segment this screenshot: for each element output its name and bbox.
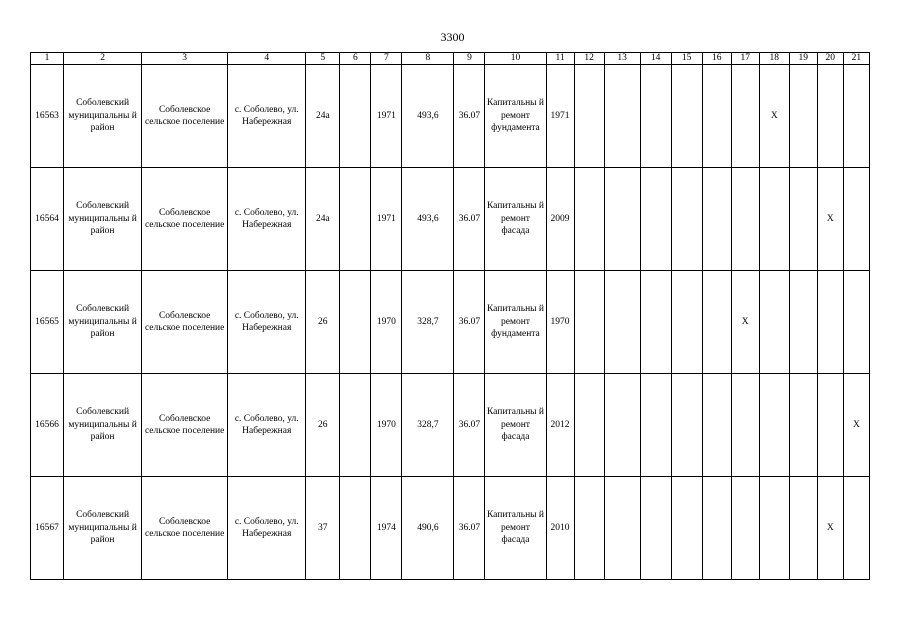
- column-6-cell: [340, 374, 371, 477]
- column-header: 1: [31, 53, 64, 65]
- year-repair-cell: [546, 374, 574, 477]
- cell-value: Капитальны й ремонт фасада: [486, 510, 544, 546]
- cell-value: 493,6: [417, 213, 439, 224]
- code-cell: [454, 65, 485, 168]
- column-12-cell: [574, 477, 604, 580]
- cell-value: 2010: [550, 522, 570, 533]
- column-13-cell: [604, 374, 640, 477]
- cell-value: Капитальны й ремонт фундамента: [486, 98, 544, 134]
- settlement-cell: [142, 374, 228, 477]
- cell-value: 24а: [315, 110, 330, 121]
- year-repair-cell: [546, 271, 574, 374]
- column-18-cell: [759, 168, 789, 271]
- code-cell: [454, 477, 485, 580]
- cell-value: 328,7: [417, 419, 439, 430]
- work-type-cell: [485, 65, 546, 168]
- house-number-cell: [306, 477, 340, 580]
- year-built-cell: [371, 271, 402, 374]
- column-15-cell: [671, 168, 702, 271]
- cell-value: 1970: [376, 419, 396, 430]
- column-20-cell: [817, 65, 843, 168]
- year-built-cell: [371, 374, 402, 477]
- column-15-cell: [671, 65, 702, 168]
- table-row: [31, 477, 870, 580]
- year-built-cell: [371, 65, 402, 168]
- column-header: 15: [671, 53, 702, 65]
- column-12-cell: [574, 168, 604, 271]
- cell-value: 24а: [315, 213, 330, 224]
- record-id-cell: [31, 168, 64, 271]
- record-id-cell: [31, 271, 64, 374]
- cell-value: с. Соболево, ул. Набережная: [234, 310, 299, 333]
- address-cell: [228, 477, 306, 580]
- column-14-cell: [640, 168, 671, 271]
- address-cell: [228, 271, 306, 374]
- column-header: 11: [546, 53, 574, 65]
- column-20-cell: [817, 168, 843, 271]
- column-18-cell: [759, 374, 789, 477]
- column-16-cell: [702, 477, 731, 580]
- column-17-cell: [731, 477, 759, 580]
- column-header: 9: [454, 53, 485, 65]
- cell-value: Капитальны й ремонт фундамента: [486, 304, 544, 340]
- register-table: [30, 52, 870, 580]
- column-17-cell: [731, 374, 759, 477]
- code-cell: [454, 168, 485, 271]
- column-15-cell: [671, 374, 702, 477]
- cell-value: Соболевское сельское поселение: [144, 516, 225, 539]
- cell-value: 16564: [35, 213, 59, 224]
- area-cell: [402, 477, 454, 580]
- column-20-cell: [817, 271, 843, 374]
- cell-value: 1970: [550, 316, 570, 327]
- column-header: 7: [371, 53, 402, 65]
- cell-value: Соболевский муниципальны й район: [68, 407, 137, 443]
- cell-value: Соболевское сельское поселение: [144, 413, 225, 436]
- address-cell: [228, 374, 306, 477]
- district-cell: [64, 168, 142, 271]
- column-18-cell: [759, 477, 789, 580]
- column-17-cell: [731, 65, 759, 168]
- column-12-cell: [574, 374, 604, 477]
- cell-value: с. Соболево, ул. Набережная: [234, 207, 299, 230]
- column-13-cell: [604, 477, 640, 580]
- area-cell: [402, 271, 454, 374]
- house-number-cell: [306, 168, 340, 271]
- table-row: [31, 168, 870, 271]
- code-cell: [454, 374, 485, 477]
- column-14-cell: [640, 65, 671, 168]
- column-header: 19: [789, 53, 817, 65]
- cell-value: X: [826, 213, 834, 224]
- cell-value: 493,6: [417, 110, 439, 121]
- cell-value: 16567: [35, 522, 59, 533]
- cell-value: 2012: [550, 419, 570, 430]
- column-header: 5: [306, 53, 340, 65]
- year-built-cell: [371, 477, 402, 580]
- area-cell: [402, 168, 454, 271]
- column-header: 4: [228, 53, 306, 65]
- settlement-cell: [142, 271, 228, 374]
- cell-value: 1971: [376, 110, 396, 121]
- column-21-cell: [843, 374, 869, 477]
- cell-value: 2009: [550, 213, 570, 224]
- area-cell: [402, 65, 454, 168]
- column-6-cell: [340, 65, 371, 168]
- column-14-cell: [640, 271, 671, 374]
- cell-value: 16565: [35, 316, 59, 327]
- cell-value: Соболевский муниципальны й район: [68, 304, 137, 340]
- column-14-cell: [640, 477, 671, 580]
- column-15-cell: [671, 477, 702, 580]
- settlement-cell: [142, 168, 228, 271]
- column-13-cell: [604, 271, 640, 374]
- column-12-cell: [574, 65, 604, 168]
- cell-value: Соболевское сельское поселение: [144, 207, 225, 230]
- cell-value: Соболевский муниципальны й район: [68, 98, 137, 134]
- column-number-row: [31, 53, 870, 65]
- cell-value: 26: [318, 419, 328, 430]
- cell-value: с. Соболево, ул. Набережная: [234, 516, 299, 539]
- year-repair-cell: [546, 168, 574, 271]
- record-id-cell: [31, 374, 64, 477]
- page-number: 3300: [440, 30, 465, 44]
- year-built-cell: [371, 168, 402, 271]
- column-header: 21: [843, 53, 869, 65]
- column-18-cell: [759, 271, 789, 374]
- column-16-cell: [702, 271, 731, 374]
- work-type-cell: [485, 271, 546, 374]
- cell-value: X: [826, 522, 834, 533]
- cell-value: 490,6: [417, 522, 439, 533]
- cell-value: 37: [318, 522, 328, 533]
- record-id-cell: [31, 65, 64, 168]
- column-13-cell: [604, 168, 640, 271]
- table-row: [31, 65, 870, 168]
- column-header: 13: [604, 53, 640, 65]
- house-number-cell: [306, 374, 340, 477]
- cell-value: 36.07: [458, 419, 481, 430]
- work-type-cell: [485, 168, 546, 271]
- district-cell: [64, 271, 142, 374]
- column-20-cell: [817, 477, 843, 580]
- cell-value: Капитальны й ремонт фасада: [486, 407, 544, 443]
- cell-value: 16563: [35, 110, 59, 121]
- cell-value: 36.07: [458, 316, 481, 327]
- column-6-cell: [340, 477, 371, 580]
- column-19-cell: [789, 271, 817, 374]
- cell-value: Капитальны й ремонт фасада: [486, 201, 544, 237]
- district-cell: [64, 65, 142, 168]
- column-21-cell: [843, 65, 869, 168]
- column-16-cell: [702, 168, 731, 271]
- cell-value: с. Соболево, ул. Набережная: [234, 104, 299, 127]
- cell-value: 36.07: [458, 110, 481, 121]
- column-18-cell: [759, 65, 789, 168]
- column-14-cell: [640, 374, 671, 477]
- column-15-cell: [671, 271, 702, 374]
- column-19-cell: [789, 374, 817, 477]
- column-19-cell: [789, 65, 817, 168]
- cell-value: Соболевский муниципальны й район: [68, 201, 137, 237]
- cell-value: X: [852, 419, 860, 430]
- column-header: 6: [340, 53, 371, 65]
- column-6-cell: [340, 168, 371, 271]
- column-20-cell: [817, 374, 843, 477]
- district-cell: [64, 477, 142, 580]
- column-12-cell: [574, 271, 604, 374]
- cell-value: Соболевское сельское поселение: [144, 310, 225, 333]
- cell-value: Соболевское сельское поселение: [144, 104, 225, 127]
- cell-value: Соболевский муниципальны й район: [68, 510, 137, 546]
- address-cell: [228, 168, 306, 271]
- column-13-cell: [604, 65, 640, 168]
- cell-value: 36.07: [458, 522, 481, 533]
- address-cell: [228, 65, 306, 168]
- column-header: 17: [731, 53, 759, 65]
- year-repair-cell: [546, 477, 574, 580]
- house-number-cell: [306, 271, 340, 374]
- column-header: 8: [402, 53, 454, 65]
- area-cell: [402, 374, 454, 477]
- code-cell: [454, 271, 485, 374]
- column-header: 10: [485, 53, 546, 65]
- settlement-cell: [142, 477, 228, 580]
- column-header: 14: [640, 53, 671, 65]
- column-header: 18: [759, 53, 789, 65]
- year-repair-cell: [546, 65, 574, 168]
- column-header: 16: [702, 53, 731, 65]
- settlement-cell: [142, 65, 228, 168]
- cell-value: с. Соболево, ул. Набережная: [234, 413, 299, 436]
- work-type-cell: [485, 477, 546, 580]
- cell-value: 26: [318, 316, 328, 327]
- column-header: 2: [64, 53, 142, 65]
- cell-value: 1971: [550, 110, 570, 121]
- cell-value: 1974: [376, 522, 396, 533]
- column-6-cell: [340, 271, 371, 374]
- column-21-cell: [843, 168, 869, 271]
- cell-value: 1970: [376, 316, 396, 327]
- district-cell: [64, 374, 142, 477]
- column-17-cell: [731, 168, 759, 271]
- column-16-cell: [702, 374, 731, 477]
- house-number-cell: [306, 65, 340, 168]
- table-row: [31, 271, 870, 374]
- column-21-cell: [843, 477, 869, 580]
- table-row: [31, 374, 870, 477]
- work-type-cell: [485, 374, 546, 477]
- cell-value: 16566: [35, 419, 59, 430]
- cell-value: X: [770, 110, 778, 121]
- column-16-cell: [702, 65, 731, 168]
- record-id-cell: [31, 477, 64, 580]
- cell-value: X: [741, 316, 749, 327]
- column-19-cell: [789, 168, 817, 271]
- cell-value: 1971: [376, 213, 396, 224]
- column-header: 12: [574, 53, 604, 65]
- cell-value: 328,7: [417, 316, 439, 327]
- column-header: 3: [142, 53, 228, 65]
- column-21-cell: [843, 271, 869, 374]
- column-19-cell: [789, 477, 817, 580]
- column-17-cell: [731, 271, 759, 374]
- column-header: 20: [817, 53, 843, 65]
- cell-value: 36.07: [458, 213, 481, 224]
